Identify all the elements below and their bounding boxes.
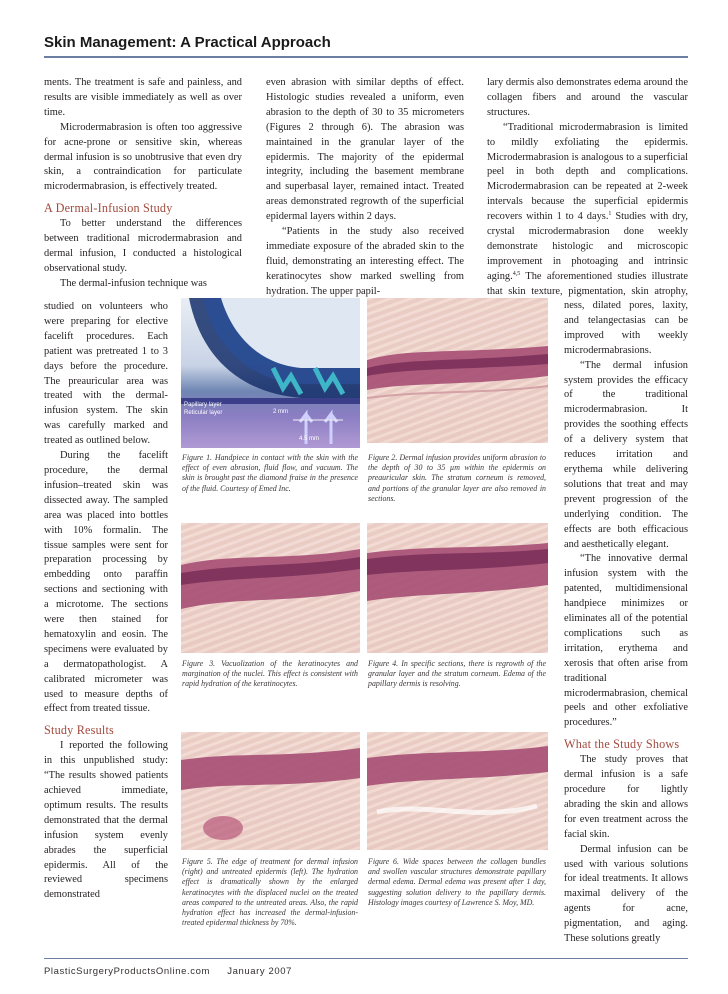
figure-6-histology (367, 732, 548, 850)
label-reticular: Reticular layer (184, 410, 223, 416)
paragraph: even abrasion with similar depths of effect. Histologic studies revealed a uniform, even abrasion to the depth of 30 to 35 micrometers (Figures 2 through 6). The abrasion was maintained in the granular layer of the epidermis. The majority of the epidermal integrity, including the basement membrane and superbasal layer, remained intact. Treated areas demonstrated regrowth of the superficial epidermal layers within 2 days. (266, 77, 464, 223)
figure-2-caption: Figure 2. Dermal infusion provides uniform abrasion to the depth of 30 to 35 µm within the epidermis on preauricular skin. The stratum corneum is removed, and portions of the granular layer are also removed in sections. (368, 453, 546, 503)
paragraph: lary dermis also demonstrates edema around the collagen fibers and around the vascular structures. (487, 77, 688, 118)
figure-4-histology (367, 523, 548, 653)
label-papillary: Papillary layer (184, 402, 222, 408)
paragraph: Dermal infusion can be used with various solutions for ideal treatments. It allows maximal delivery of the agents for acne, pigmentation, and aging. These solutions greatly (564, 843, 688, 945)
running-footer (44, 966, 306, 977)
section-heading: Study Results (44, 723, 114, 738)
column-1-bottom (44, 300, 168, 903)
figure-1-caption: Figure 1. Handpiece in contact with the skin with the effect of even abrasion, fluid flow, and vacuum. The skin is brought past the diamond fraise in the presence of the fluid. Courtesy of Emed Inc. (182, 453, 358, 493)
figure-4-caption: Figure 4. In specific sections, there is regrowth of the granular layer and the stratum corneum. Edema of the papillary dermis is resolving. (368, 659, 546, 689)
paragraph: “The innovative dermal infusion system with the patented, multidimensional handpiece minimizes or eliminates all of the potential complications such as irritation, erythema and xerosis that often arise from traditional microdermabrasion, chemical peels and other exfoliative procedures.” (564, 553, 688, 729)
column-1-top (44, 76, 242, 292)
column-3-top (487, 76, 688, 315)
section-heading: What the Study Shows (564, 737, 680, 752)
figure-3-histology (181, 523, 360, 653)
section-heading: A Dermal-Infusion Study (44, 201, 173, 216)
paragraph: “Patients in the study also received immediate exposure of the abraded skin to the fluid, demonstrating an interesting effect. The keratinocytes show marked swelling from hydration. The upper papil- (266, 226, 464, 297)
paragraph: “The dermal infusion system provides the efficacy of the traditional microdermabrasion. It provides the soothing effects of a delivery system that reduces irritation and erythema while delivering solutions that treat and may prevent progression of the underlying condition. The effects are both efficacious and aesthetically elegant. (564, 359, 688, 550)
header-rule (44, 56, 688, 58)
paragraph: I reported the following in this unpublished study: “The results showed patients achieved immediate, optimum results. The results demonstrated that the dermal infusion system evenly abrades the superficial epidermis. All of the reviewed specimens demonstrated (44, 740, 168, 901)
figure-5-caption: Figure 5. The edge of treatment for dermal infusion (right) and untreated epidermis (left). The hydration effect is dramatically shown by the enlarged keratinocytes with the displaced nuclei on the treated areas compared to the untreated areas. Also, the rapid hydration effect has increased the dermal-infusion-treated epidermal thickness by 70%. (182, 857, 358, 928)
paragraph: ness, dilated pores, laxity, and telangectasias can be improved with weekly microdermabrasions. (564, 300, 688, 356)
label-4-5mm: 4.5 mm (299, 436, 320, 442)
paragraph: ments. The treatment is safe and painless, and results are visible immediately as well as over time. (44, 77, 242, 118)
figure-3-caption: Figure 3. Vacuolization of the keratinocytes and margination of the nuclei. This effect is consistent with rapid hydration of the keratinocytes. (182, 659, 358, 689)
footer-rule (44, 958, 688, 959)
running-header: Skin Management: A Practical Approach (44, 34, 331, 51)
paragraph: The dermal-infusion technique was (60, 277, 207, 289)
paragraph: To better understand the differences between traditional microdermabrasion and dermal infusion, I conducted a histological observational study. (44, 218, 242, 274)
handpiece-diagram (181, 298, 360, 448)
figure-2-histology (367, 298, 548, 443)
paragraph: The study proves that dermal infusion is a safe procedure for lightly abrading the skin and allows for even treatment across the facial skin. (564, 754, 688, 840)
column-2 (266, 76, 464, 300)
column-3-bottom (564, 299, 688, 947)
footer-site: PlasticSurgeryProductsOnline.com (44, 966, 210, 977)
paragraph: “Traditional microdermabrasion is limited to mildly exfoliating the epidermis. Microdermabrasion is analogous to a superficial peel in both depth and complications. Microdermabrasion can be repeated at 2-week intervals because the superficial epidermis recovers within 1 to 4 days.$^1$ Studies with dry, crystal microdermabrasion done weekly demonstrate histologic and microscopic improvement in photoaging and intrinsic aging.$^{4,5}$ The aforementioned studies illustrate that skin texture, pigmentation, skin atrophy, (487, 121, 688, 297)
figure-1-illustration (181, 298, 360, 448)
figure-5-histology (181, 732, 360, 850)
footer-date: January 2007 (227, 966, 293, 977)
label-2mm: 2 mm (273, 409, 288, 415)
paragraph: Microdermabrasion is often too aggressive for acne-prone or sensitive skin, whereas dermal infusion is so unobtrusive that even dry skin, a contraindication for particulate microdermabrasion, is effectively treated. (44, 121, 242, 193)
paragraph: studied on volunteers who were preparing for elective facelift procedures. Each patient was pretreated 1 to 3 days before the procedure. The preauricular area was treated with the dermal-infusion system. The skin was carefully marked and treated as outlined below. (44, 301, 168, 447)
figure-6-caption: Figure 6. Wide spaces between the collagen bundles and swollen vascular structures demonstrate papillary dermal edema. Dermal edema was present after 1 day, suggesting solution delivery to the papillary dermis. Histology images courtesy of Lawrence S. Moy, MD. (368, 857, 546, 907)
paragraph: During the facelift procedure, the dermal infusion–treated skin was dissected away. The sampled area was placed into bottles with 10% formalin. The tissue samples were sent for preparation processing by embedding onto paraffin sections and sectioning with a microtome. The sections were then stained for hematoxylin and eosin. The specimens were evaluated by a dermatopathologist. A calibrated micrometer was used to measure depths of effect from treated tissue. (44, 450, 168, 715)
